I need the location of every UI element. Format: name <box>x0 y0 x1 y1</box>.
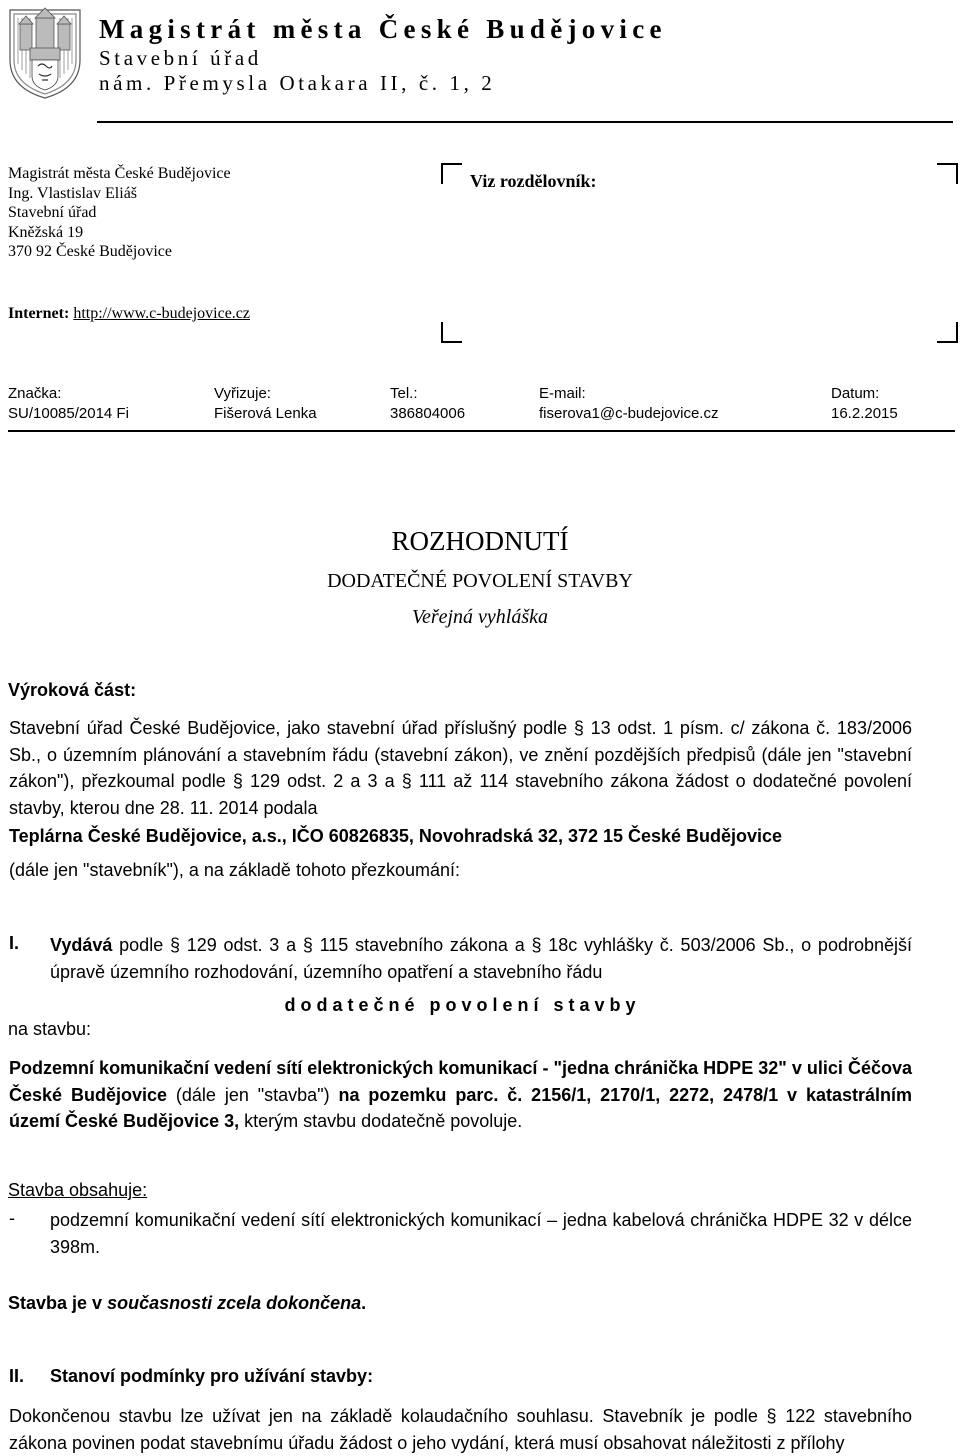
intro-text: 111 až 114 stavebního zákona žádost o dodatečné povolení stavby, kterou dne 28. 11. 2014 podala <box>9 771 913 818</box>
item-one-number: I. <box>9 933 20 953</box>
completion-dot: . <box>361 1293 367 1313</box>
sender-line: 370 92 České Budějovice <box>8 243 172 260</box>
final-paragraph: Dokončenou stavbu lze užívat jen na základě kolaudačního souhlasu. Stavebník je podle § 122 stavebního zákona povinen podat stavebnímu úřadu žádost o jeho vydání, která musí obsahovat náležitosti z přílohy <box>9 1406 912 1453</box>
window-corner-bottom-right <box>937 322 958 343</box>
city-crest-logo <box>6 4 84 100</box>
office-address: nám. Přemysla Otakara II, č. 1, 2 <box>99 71 496 95</box>
window-corner-top-left <box>441 163 462 184</box>
contains-item: podzemní komunikační vedení sítí elektronických komunikací – jedna kabelová chránička HDPE 32 v délce 398m. <box>50 1210 912 1257</box>
item-one-text-part: podle <box>119 935 164 955</box>
meta-label-email: E-mail: <box>539 385 586 402</box>
item-one-text-part: 129 odst. 3 a <box>186 935 297 955</box>
construction-permit-note: kterým stavbu dodatečně povoluje. <box>244 1111 523 1131</box>
document-title: ROZHODNUTÍ <box>391 526 569 556</box>
completion-emphasis: současnosti zcela dokončena <box>107 1293 362 1313</box>
meta-label-reference: Značka: <box>8 385 62 402</box>
window-corner-top-right <box>937 163 958 184</box>
completion-statement <box>8 1293 366 1314</box>
item-two-heading: Stanoví podmínky pro užívání stavby: <box>50 1366 374 1386</box>
construction-parcels: na pozemku parc. č. 2156/1, 2170/1, 2272, 2478/1 v katastrálním území České Budějovice 3, <box>9 1084 912 1131</box>
completion-text: Stavba je v <box>8 1293 103 1313</box>
contains-heading: Stavba obsahuje: <box>8 1180 148 1200</box>
intro-text: 129 odst. 2 a 3 a <box>249 771 395 791</box>
construction-name: Podzemní komunikační vedení sítí elektronických komunikací - "jedna chránička HDPE 32" v ulici Čéčova České Budějovice <box>9 1058 912 1105</box>
meta-value-reference: SU/10085/2014 Fi <box>8 405 129 422</box>
meta-value-handler: Fišerová Lenka <box>214 405 317 422</box>
internet-label: Internet: <box>8 305 70 322</box>
meta-rule <box>8 430 955 432</box>
meta-label-phone: Tel.: <box>390 385 418 402</box>
department-name: Stavební úřad <box>99 46 262 70</box>
public-notice-label: Veřejná vyhláška <box>411 606 549 628</box>
construction-note: (dále jen "stavba") <box>175 1084 330 1105</box>
intro-paragraph: Stavební úřad České Budějovice, jako stavební úřad příslušný podle § 13 odst. 1 písm. c/ zákona č. 183/2006 Sb., o územním plánování a stavebním řádu (stavební zákon), ve znění pozdějších předpisů (dále jen "stavební zákon"), přezkoumal podle § 129 odst. 2 a 3 a § 111 až 114 stavebního zákona žádost o dodatečné povolení stavby, kterou dne 28. 11. 2014 podala <box>9 718 913 818</box>
sender-line: Kněžská 19 <box>8 223 84 241</box>
internet-line <box>8 304 250 324</box>
operative-part-heading: Výroková část: <box>8 680 137 700</box>
item-one-text-part: 115 stavebního zákona a <box>319 935 525 955</box>
intro-text: 13 odst. 1 písm. c/ zákona č. <box>590 718 831 738</box>
sender-line: Magistrát města České Budějovice <box>8 165 231 182</box>
final-text: 122 stavebního zákona povinen podat stavebnímu úřadu žádost o jeho vydání, která musí obsahovat náležitosti z přílohy <box>9 1406 912 1453</box>
recipient-label: Viz rozdělovník: <box>470 171 597 191</box>
internet-link[interactable]: http://www.c-budejovice.cz <box>73 305 250 322</box>
applicant-note: (dále jen "stavebník"), a na základě tohoto přezkoumání: <box>9 860 461 880</box>
applicant-name: Teplárna České Budějovice, a.s., IČO 60826835, Novohradská 32, 372 15 České Budějovice <box>9 826 783 846</box>
item-one-verb: Vydává <box>50 935 113 955</box>
item-two-number: II. <box>9 1366 25 1386</box>
spaced-decision-title: d o d a t e č n é p o v o l e n í s t a v b y <box>284 995 636 1015</box>
header-rule <box>97 121 953 123</box>
sender-line: Ing. Vlastislav Eliáš <box>8 184 138 202</box>
intro-text: Stavební úřad České Budějovice, jako stavební úřad příslušný podle <box>9 718 568 738</box>
final-text: Dokončenou stavbu lze užívat jen na základě kolaudačního souhlasu. Stavebník je podle <box>9 1406 758 1426</box>
sender-line: Stavební úřad <box>8 204 97 221</box>
window-corner-bottom-left <box>441 322 462 343</box>
construction-description <box>9 1055 912 1135</box>
na-stavbu-label: na stavbu: <box>8 1019 92 1039</box>
meta-label-handler: Vyřizuje: <box>214 385 271 402</box>
meta-value-phone: 386804006 <box>390 405 466 422</box>
item-one-text: Vydává podle § 129 odst. 3 a § 115 stavebního zákona a § 18c vyhlášky č. 503/2006 Sb., o podrobnější úpravě územního rozhodování, územního opatření a stavebního řádu <box>50 935 913 982</box>
intro-text: 183/2006 Sb., o územním plánování a stavebním řádu (stavební zákon), ve znění pozdějších předpisů (dále jen "stavební zákon"), přezkoumal podle <box>9 718 912 791</box>
meta-value-email: fiserova1@c-budejovice.cz <box>539 405 719 422</box>
item-one-text-part: 18c vyhlášky č. 503/2006 Sb., o podrobnější úpravě územního rozhodování, územního opatření a stavebního řádu <box>50 935 913 982</box>
document-subtitle: DODATEČNÉ POVOLENÍ STAVBY <box>327 570 633 592</box>
sender-address <box>8 164 231 262</box>
office-title: Magistrát města České Budějovice <box>99 14 667 44</box>
meta-value-date: 16.2.2015 <box>831 405 898 422</box>
contains-dash: - <box>9 1208 15 1228</box>
meta-label-date: Datum: <box>831 385 880 402</box>
